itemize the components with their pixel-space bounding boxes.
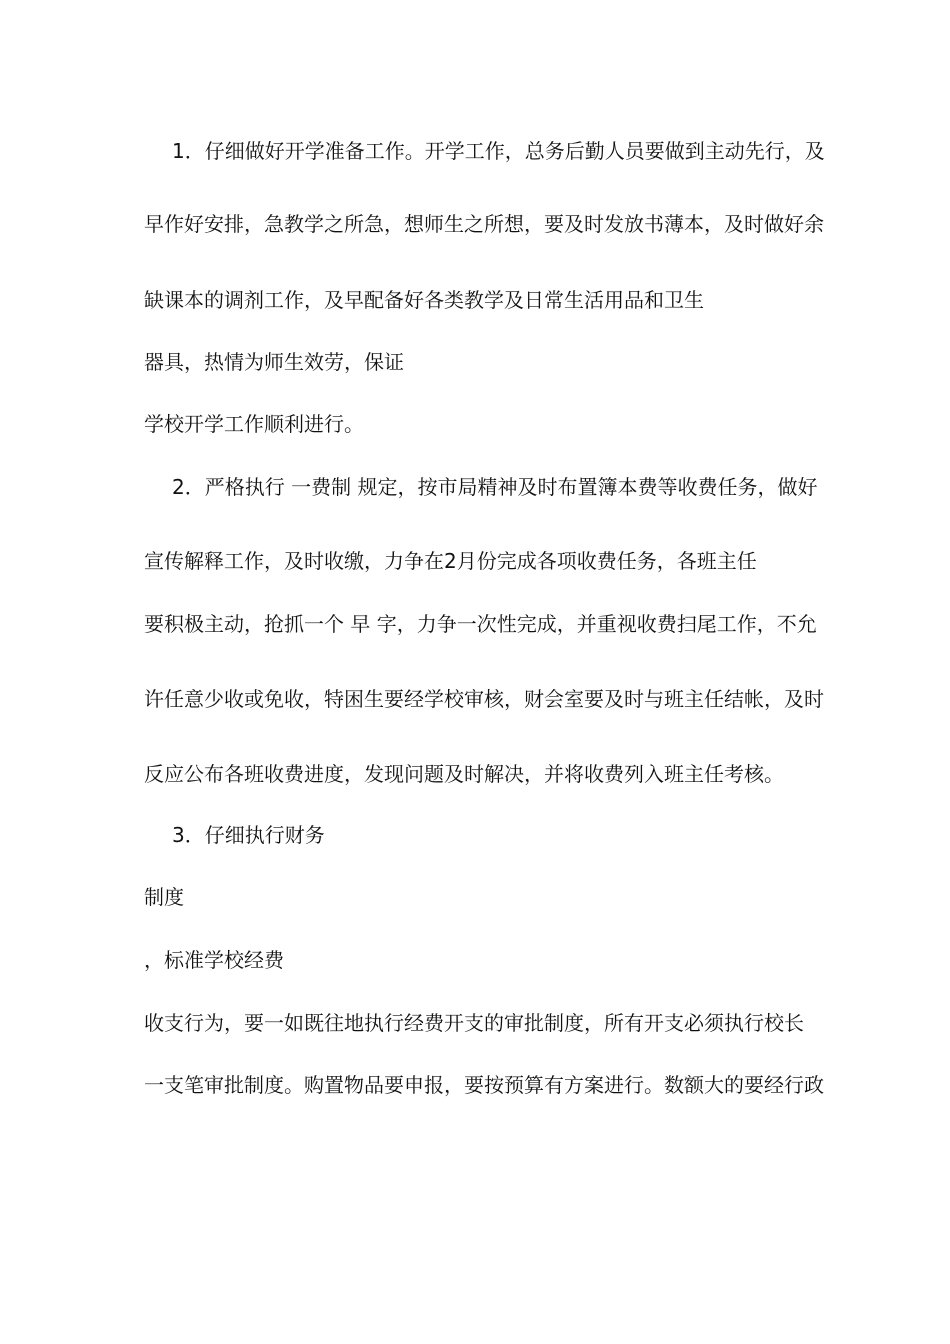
paragraph-1-line-3: 缺课本的调剂工作，及早配备好各类教学及日常生活用品和卫生	[144, 288, 704, 312]
paragraph-2-line-3: 要积极主动，抢抓一个 早 字，力争一次性完成，并重视收费扫尾工作，不允	[144, 612, 817, 636]
paragraph-2-line-1: 2．严格执行 一费制 规定，按市局精神及时布置簿本费等收费任务，做好	[172, 475, 818, 499]
paragraph-3-line-5: 一支笔审批制度。购置物品要申报，要按预算有方案进行。数额大的要经行政	[144, 1073, 824, 1097]
paragraph-3-line-2: 制度	[144, 885, 184, 909]
paragraph-3-line-4: 收支行为，要一如既往地执行经费开支的审批制度，所有开支必须执行校长	[144, 1011, 804, 1035]
paragraph-1-line-1: 1．仔细做好开学准备工作。开学工作，总务后勤人员要做到主动先行，及	[172, 139, 825, 163]
paragraph-2-line-2: 宣传解释工作，及时收缴，力争在2月份完成各项收费任务，各班主任	[144, 549, 757, 573]
paragraph-1-line-4: 器具，热情为师生效劳，保证	[144, 350, 404, 374]
paragraph-3-line-3: ，标准学校经费	[144, 948, 284, 972]
paragraph-1-line-2: 早作好安排，急教学之所急，想师生之所想，要及时发放书薄本，及时做好余	[144, 212, 824, 236]
paragraph-2-line-4: 许任意少收或免收，特困生要经学校审核，财会室要及时与班主任结帐，及时	[144, 687, 824, 711]
paragraph-1-line-5: 学校开学工作顺利进行。	[144, 412, 364, 436]
paragraph-3-line-1: 3．仔细执行财务	[172, 823, 325, 847]
paragraph-2-line-5: 反应公布各班收费进度，发现问题及时解决，并将收费列入班主任考核。	[144, 762, 784, 786]
